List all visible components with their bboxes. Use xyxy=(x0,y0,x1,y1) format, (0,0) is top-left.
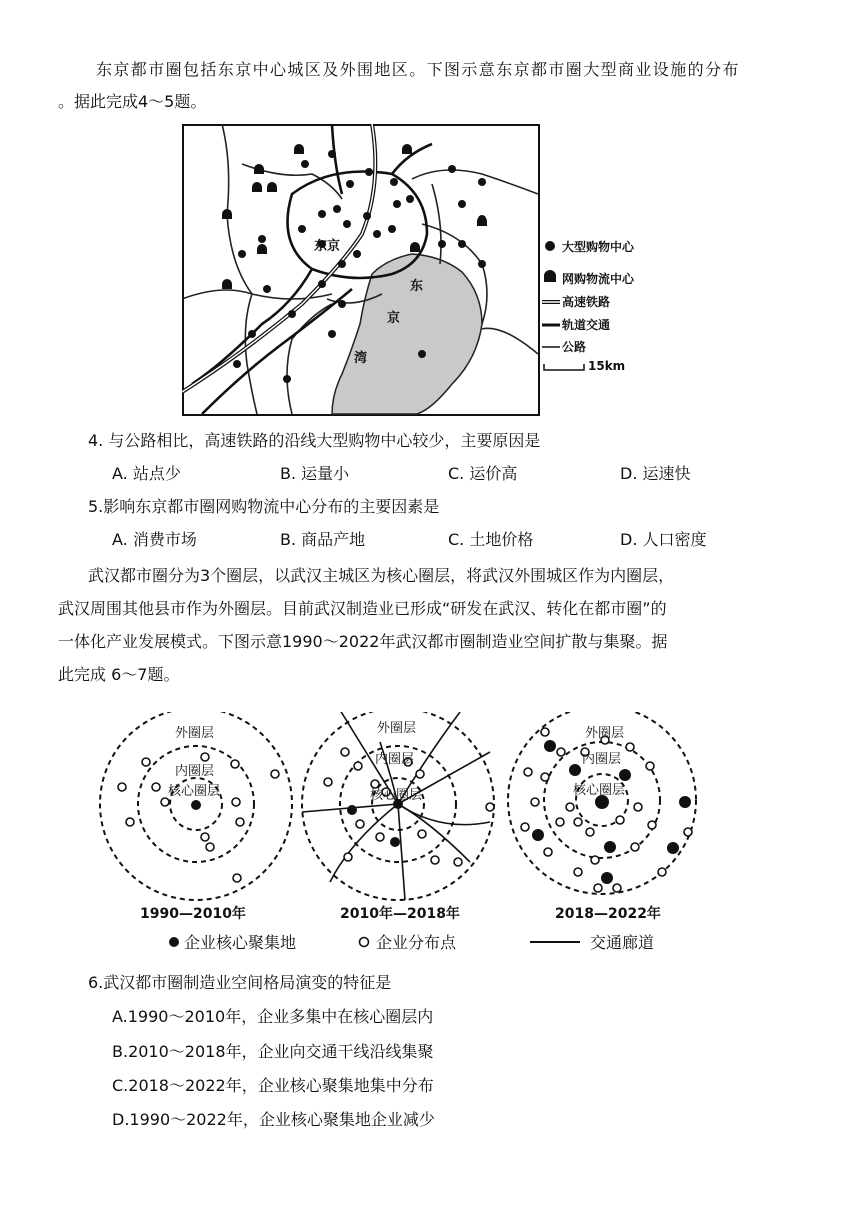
ring-label-outer-1: 外圈层 xyxy=(175,726,215,741)
tokyo-label: 东京 xyxy=(314,239,341,254)
intro2-line1: 武汉都市圈分为3个圈层，以武汉主城区为核心圈层，将武汉外围城区作为内圈层， xyxy=(88,566,675,585)
ring-label-inner-2: 内圈层 xyxy=(375,752,415,767)
legend-logistics-label: 网购物流中心 xyxy=(562,272,635,286)
bay-label-2: 京 xyxy=(387,311,401,326)
tokyo-legend xyxy=(362,230,542,380)
q6-option-d[interactable]: D.1990～2022年，企业核心聚集地企业减少 xyxy=(112,1110,435,1129)
legend-logistics-symbol xyxy=(544,270,556,282)
wuhan-figure xyxy=(90,712,780,962)
ring-label-core-3: 核心圈层 xyxy=(573,783,626,798)
legend-panel xyxy=(535,232,536,233)
legend-corridor-label: 交通廊道 xyxy=(590,933,655,952)
ring-label-inner-1: 内圈层 xyxy=(175,764,215,779)
q5-option-b[interactable]: B. 商品产地 xyxy=(280,530,366,549)
ring-label-core-2: 核心圈层 xyxy=(370,788,423,803)
legend-rail-label: 轨道交通 xyxy=(562,318,611,332)
q5-option-a[interactable]: A. 消费市场 xyxy=(112,530,197,549)
q5-stem: 5.影响东京都市圈网购物流中心分布的主要因素是 xyxy=(88,497,440,516)
ring-label-outer-3: 外圈层 xyxy=(585,726,625,741)
bay-label-3: 湾 xyxy=(354,351,368,366)
intro1-line1: 东京都市圈包括东京中心城区及外围地区。下图示意东京都市圈大型商业设施的分布 xyxy=(96,60,740,79)
q5-option-c[interactable]: C. 土地价格 xyxy=(448,530,534,549)
bay-label-1: 东 xyxy=(410,279,424,294)
q4-stem: 4. 与公路相比，高速铁路的沿线大型购物中心较少，主要原因是 xyxy=(88,431,541,450)
wuhan-panel-2010-2018 xyxy=(302,712,494,922)
legend-core-cluster-symbol xyxy=(169,937,179,947)
legend-distribution-label: 企业分布点 xyxy=(376,933,457,952)
period-label-3: 2018—2022年 xyxy=(555,906,661,922)
period-label-2: 2010年—2018年 xyxy=(340,906,460,922)
q5-option-d[interactable]: D. 人口密度 xyxy=(620,530,707,549)
legend-distribution-symbol xyxy=(360,938,369,947)
intro1-line2: 。据此完成4～5题。 xyxy=(58,92,207,111)
ring-label-inner-3: 内圈层 xyxy=(582,752,622,767)
q6-stem: 6.武汉都市圈制造业空间格局演变的特征是 xyxy=(88,973,392,992)
legend-shopping-symbol xyxy=(545,241,555,251)
legend-shopping-label: 大型购物中心 xyxy=(562,240,635,254)
q4-option-a[interactable]: A. 站点少 xyxy=(112,464,181,483)
legend-scale-label: 15km xyxy=(588,359,626,373)
wuhan-legend xyxy=(169,933,654,952)
q6-option-a[interactable]: A.1990～2010年，企业多集中在核心圈层内 xyxy=(112,1007,434,1026)
ring-label-core-1: 核心圈层 xyxy=(168,784,221,799)
tokyo-map-legend-main xyxy=(542,236,646,376)
q4-option-b[interactable]: B. 运量小 xyxy=(280,464,350,483)
q4-option-d[interactable]: D. 运速快 xyxy=(620,464,691,483)
legend-scale-bar xyxy=(544,364,584,370)
intro2-line2: 武汉周围其他县市作为外圈层。目前武汉制造业已形成“研发在武汉、转化在都市圈”的 xyxy=(58,599,667,618)
intro2-line3: 一体化产业发展模式。下图示意1990～2022年武汉都市圈制造业空间扩散与集聚。据 xyxy=(58,632,668,651)
intro2-line4: 此完成 6～7题。 xyxy=(58,665,180,684)
legend-road-label: 公路 xyxy=(562,340,587,354)
legend-core-cluster-label: 企业核心聚集地 xyxy=(184,933,297,952)
ring-label-outer-2: 外圈层 xyxy=(377,721,417,736)
q6-option-b[interactable]: B.2010～2018年，企业向交通干线沿线集聚 xyxy=(112,1042,434,1061)
q4-option-c[interactable]: C. 运价高 xyxy=(448,464,518,483)
legend-hsr-label: 高速铁路 xyxy=(562,295,611,309)
wuhan-panel-1990-2010 xyxy=(100,712,292,922)
q6-option-c[interactable]: C.2018～2022年，企业核心聚集地集中分布 xyxy=(112,1076,434,1095)
period-label-1: 1990—2010年 xyxy=(140,906,246,922)
wuhan-panel-2018-2022 xyxy=(508,712,696,922)
